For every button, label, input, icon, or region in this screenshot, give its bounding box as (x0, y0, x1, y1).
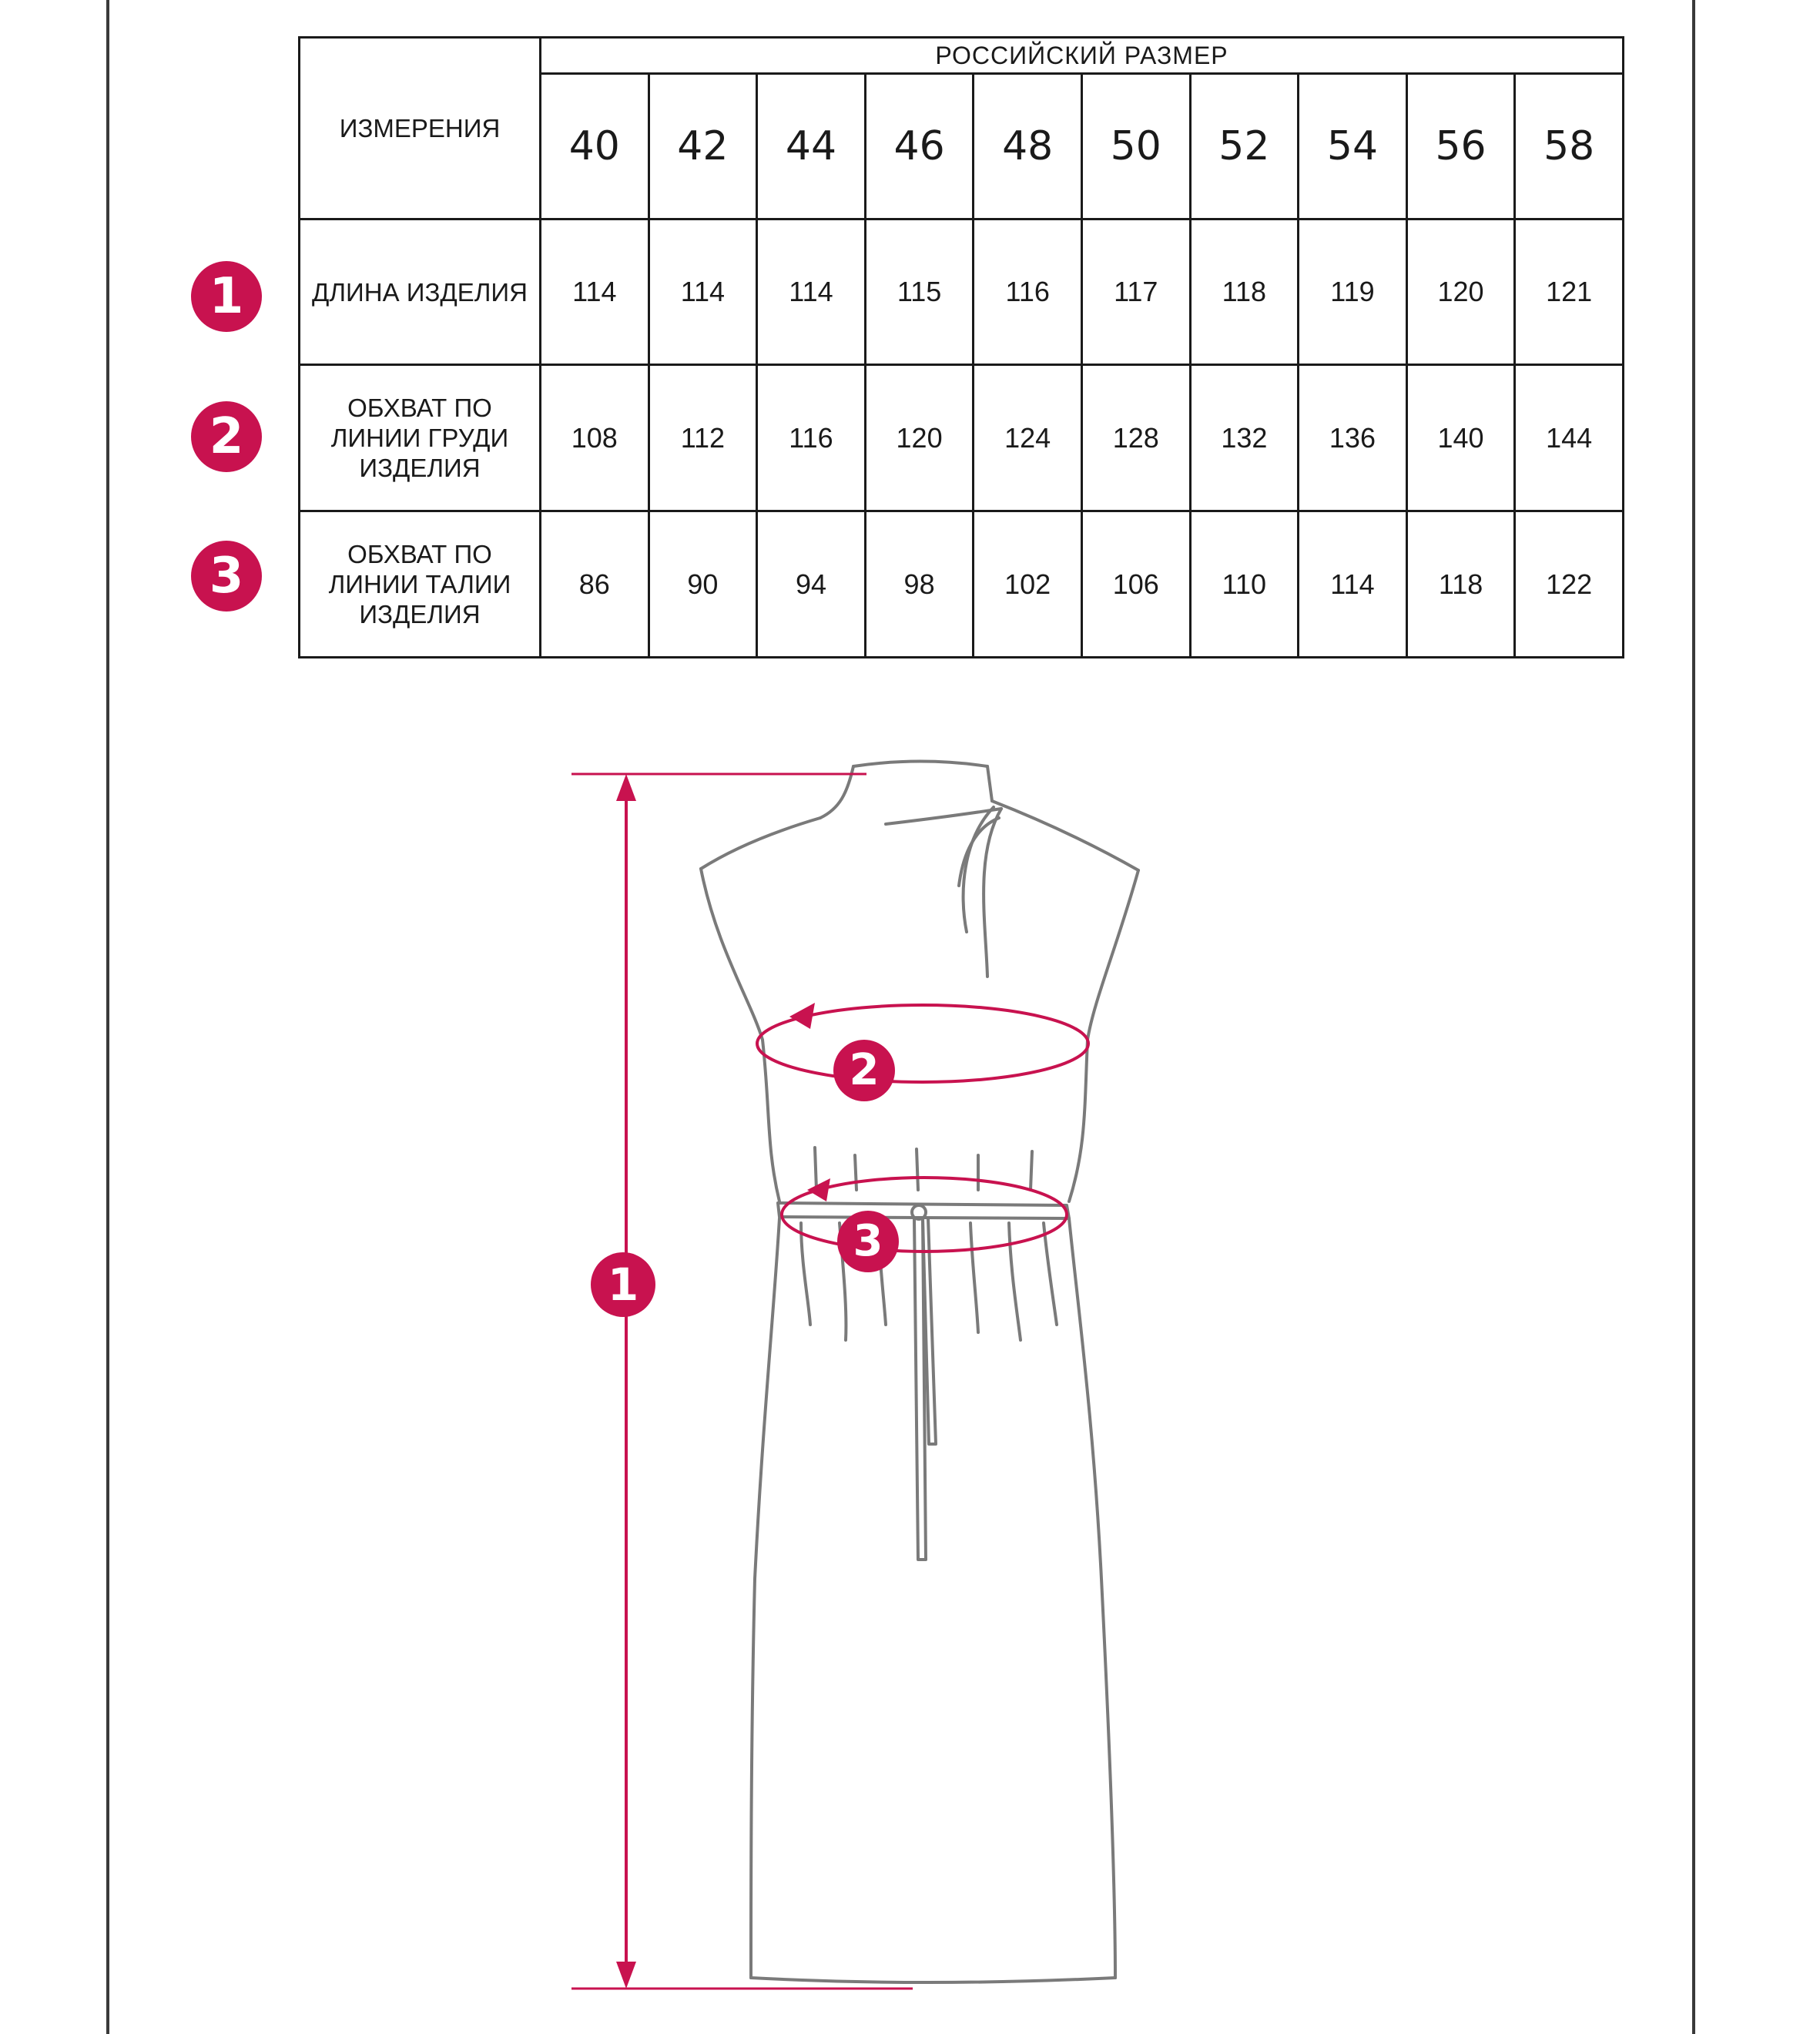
waist-arrow-icon (807, 1178, 830, 1201)
table-cell: 116 (974, 219, 1082, 365)
size-header: 52 (1190, 74, 1299, 219)
size-header: 40 (541, 74, 649, 219)
label-line: ИЗДЕЛИЯ (359, 600, 481, 628)
table-cell: 98 (865, 511, 974, 658)
table-cell: 106 (1081, 511, 1190, 658)
label-line: ОБХВАТ ПО (347, 540, 492, 568)
skirt-hem (751, 1978, 1115, 1982)
table-cell: 114 (541, 219, 649, 365)
row-number-badge: 3 (191, 541, 262, 612)
table-cell: 122 (1515, 511, 1624, 658)
table-cell: 102 (974, 511, 1082, 658)
shoulder-left (701, 818, 820, 869)
table-cell: 117 (1081, 219, 1190, 365)
table-cell: 121 (1515, 219, 1624, 365)
table-cell: 120 (865, 365, 974, 511)
table-cell: 116 (757, 365, 866, 511)
length-measure (571, 774, 913, 1989)
diagram-marker-chest: 2 (833, 1040, 895, 1101)
size-header: 58 (1515, 74, 1624, 219)
chest-arrow-icon (789, 1003, 815, 1029)
gather-line (917, 1149, 918, 1190)
gather-line (855, 1155, 856, 1190)
gather-line (815, 1148, 816, 1190)
collar-right (987, 766, 992, 801)
skirt-gather (1009, 1223, 1021, 1340)
row-number-badge: 1 (191, 261, 262, 332)
table-cell: 118 (1406, 511, 1515, 658)
label-line: ЛИНИИ ТАЛИИ (328, 570, 511, 598)
table-cell: 128 (1081, 365, 1190, 511)
size-header: 50 (1081, 74, 1190, 219)
skirt-gather (801, 1223, 810, 1325)
size-header: 56 (1406, 74, 1515, 219)
table-cell: 90 (649, 511, 757, 658)
drape-fold (964, 807, 994, 932)
shoulder-right (992, 801, 1138, 870)
gather-line (1031, 1151, 1032, 1190)
table-cell: 115 (865, 219, 974, 365)
table-cell: 120 (1406, 219, 1515, 365)
table-cell: 136 (1299, 365, 1407, 511)
arrow-down-icon (616, 1962, 636, 1989)
table-cell: 124 (974, 365, 1082, 511)
label-line: ОБХВАТ ПО (347, 394, 492, 422)
size-header: 54 (1299, 74, 1407, 219)
arrow-up-icon (616, 774, 636, 801)
table-cell: 86 (541, 511, 649, 658)
table-cell: 114 (1299, 511, 1407, 658)
table-cell: 132 (1190, 365, 1299, 511)
skirt-gather (970, 1223, 978, 1332)
drape-fold (984, 809, 1001, 977)
size-header: 44 (757, 74, 866, 219)
size-header: 46 (865, 74, 974, 219)
armhole-left (701, 869, 779, 1201)
label-line: ЛИНИИ ГРУДИ (330, 424, 509, 452)
dress-sketch (701, 762, 1138, 1983)
diagram-marker-waist: 3 (837, 1211, 899, 1272)
armhole-right (1069, 870, 1138, 1201)
skirt-left (751, 1218, 779, 1978)
size-header: 48 (974, 74, 1082, 219)
label-line: ИЗДЕЛИЯ (359, 454, 481, 482)
table-cell: 118 (1190, 219, 1299, 365)
collar-top (853, 762, 987, 767)
table-cell: 114 (649, 219, 757, 365)
table-cell: 112 (649, 365, 757, 511)
table-cell: 94 (757, 511, 866, 658)
measurements-header: ИЗМЕРЕНИЯ (300, 38, 541, 219)
table-cell: 119 (1299, 219, 1407, 365)
table-cell: 108 (541, 365, 649, 511)
label-line: ДЛИНА ИЗДЕЛИЯ (312, 277, 528, 307)
diagram-marker-length: 1 (591, 1252, 655, 1317)
table-cell: 114 (757, 219, 866, 365)
table-cell: 140 (1406, 365, 1515, 511)
table-cell: 144 (1515, 365, 1624, 511)
size-system-header: РОССИЙСКИЙ РАЗМЕР (541, 38, 1624, 74)
skirt-gather (1044, 1223, 1057, 1325)
skirt-right (1069, 1218, 1115, 1978)
size-header: 42 (649, 74, 757, 219)
row-number-badge: 2 (191, 401, 262, 472)
table-cell: 110 (1190, 511, 1299, 658)
